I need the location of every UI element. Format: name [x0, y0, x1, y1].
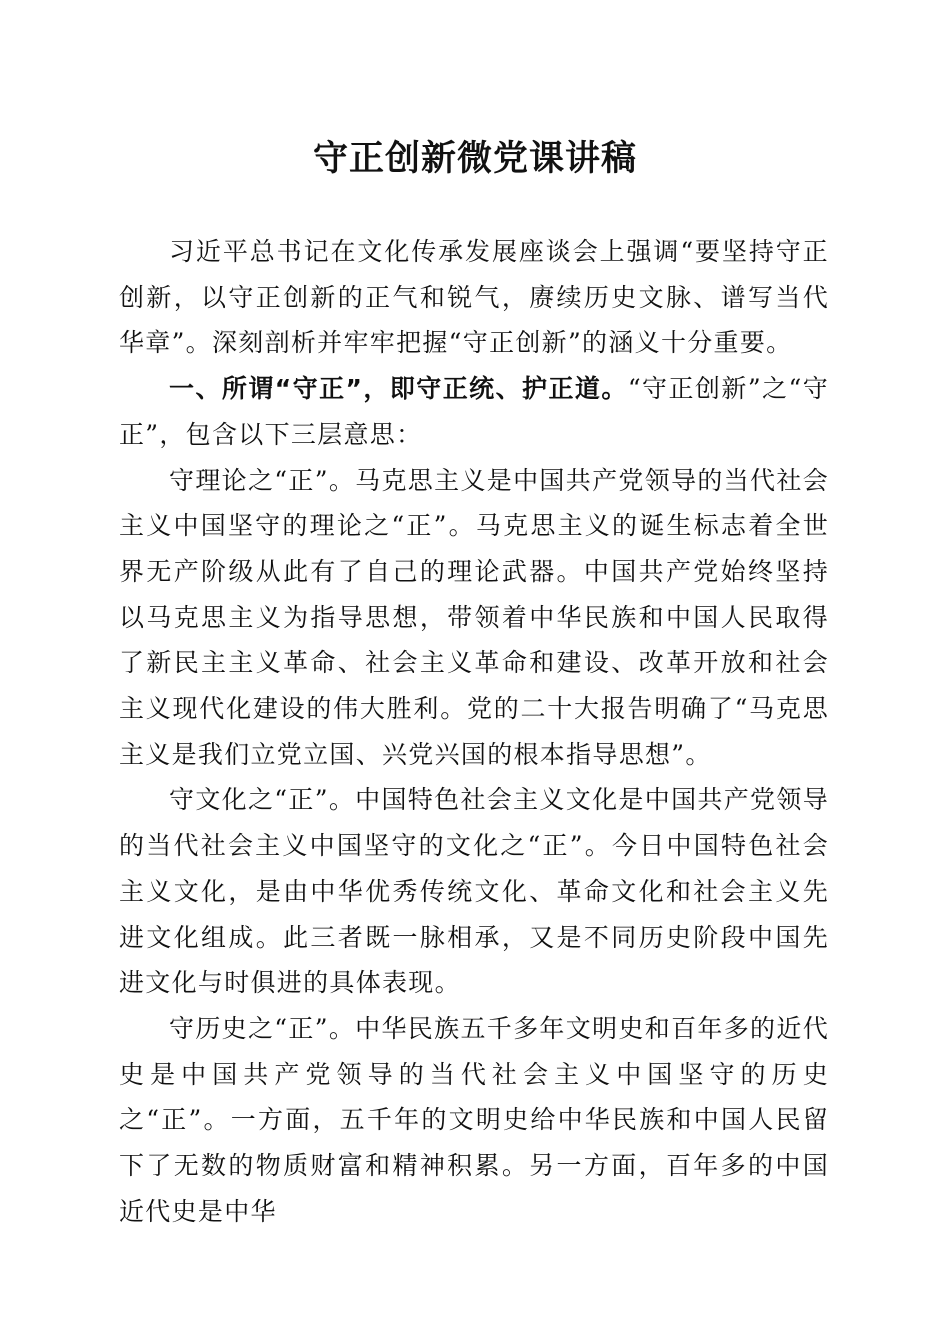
- section-one-paragraph: [119, 366, 829, 457]
- history-paragraph: 守历史之“正”。中华民族五千多年文明史和百年多的近代史是中国共产党领导的当代社会主义中国坚守的历史之“正”。一方面，五千年的文明史给中华民族和中国人民留下了无数的物质财富和精神积累。另一方面，百年多的中国近代史是中华: [119, 1013, 829, 1226]
- section-one-text: “守正创新”之“守正”，包含以下三层意思：: [119, 374, 830, 449]
- culture-paragraph: 守文化之“正”。中国特色社会主义文化是中国共产党领导的当代社会主义中国坚守的文化之“正”。今日中国特色社会主义文化，是由中华优秀传统文化、革命文化和社会主义先进文化组成。此三者既一脉相承，又是不同历史阶段中国先进文化与时俱进的具体表现。: [119, 785, 829, 998]
- theory-paragraph: 守理论之“正”。马克思主义是中国共产党领导的当代社会主义中国坚守的理论之“正”。马克思主义的诞生标志着全世界无产阶级从此有了自己的理论武器。中国共产党始终坚持以马克思主义为指导思想，带领着中华民族和中国人民取得了新民主主义革命、社会主义革命和建设、改革开放和社会主义现代化建设的伟大胜利。党的二十大报告明确了“马克思主义是我们立党立国、兴党兴国的根本指导思想”。: [119, 465, 829, 769]
- document-body: [119, 229, 829, 1234]
- intro-paragraph: 习近平总书记在文化传承发展座谈会上强调“要坚持守正创新，以守正创新的正气和锐气，赓续历史文脉、谱写当代华章”。深刻剖析并牢牢把握“守正创新”的涵义十分重要。: [119, 237, 829, 358]
- section-one-heading: 一、所谓“守正”，即守正统、护正道。: [169, 374, 628, 404]
- document-title: 守正创新微党课讲稿: [312, 138, 637, 179]
